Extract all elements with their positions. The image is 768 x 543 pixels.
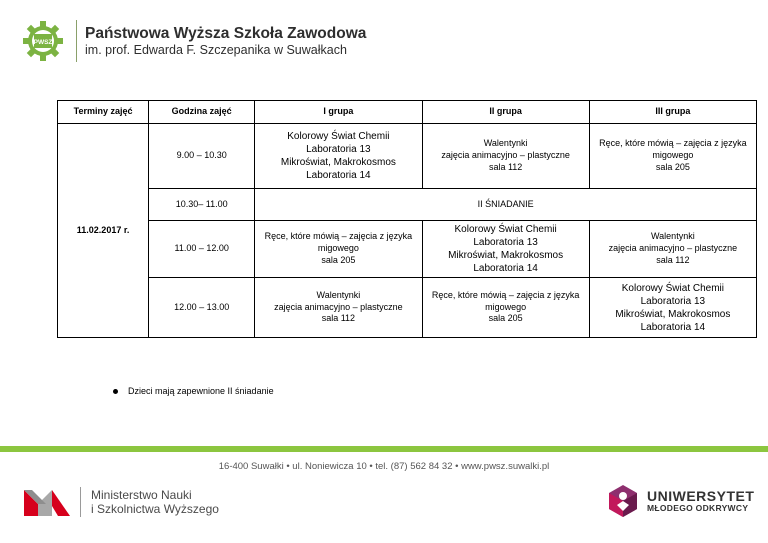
school-subtitle: im. prof. Edwarda F. Szczepanika w Suwałkach [85,42,347,57]
header-grupa-1: I grupa [255,101,422,124]
time-cell: 9.00 – 10.30 [149,124,255,189]
ministry-name: Ministerstwo Nauki i Szkolnictwa Wyższego [91,487,219,516]
header-divider [76,20,77,62]
group-2-cell: Kolorowy Świat Chemii Laboratoria 13 Mikroświat, Makrokosmos Laboratoria 14 [422,221,589,278]
footer-address: 16-400 Suwałki • ul. Noniewicza 10 • tel. (87) 562 84 32 • www.pwsz.suwalki.pl [218,461,550,472]
group-1-cell: Ręce, które mówią – zajęcia z języka migowego sala 205 [255,221,422,278]
time-cell: 11.00 – 12.00 [149,221,255,278]
header-terminy: Terminy zajęć [58,101,149,124]
group-3-cell: Walentynki zajęcia animacyjno – plastyczne sala 112 [589,221,756,278]
group-2-cell: Ręce, które mówią – zajęcia z języka migowego sala 205 [422,278,589,338]
pwsz-logo [22,20,64,62]
header-grupa-2: II grupa [422,101,589,124]
umo-emblem-icon [605,483,641,519]
umo-logo [605,483,754,519]
group-1-cell: Walentynki zajęcia animacyjno – plastyczne sala 112 [255,278,422,338]
bullet-icon [113,389,118,394]
ministry-divider [80,487,81,517]
breakfast-cell: II ŚNIADANIE [255,189,757,221]
table-row [58,189,757,221]
footer-green-bar [0,446,768,452]
table-header-row [58,101,757,124]
ministry-emblem-icon [24,486,72,518]
table-row [58,278,757,338]
table-row [58,221,757,278]
svg-text:PWSZ: PWSZ [33,39,53,46]
gear-logo-icon [22,20,64,62]
note-item [113,386,274,396]
group-2-cell: Walentynki zajęcia animacyjno – plastyczne sala 112 [422,124,589,189]
header-godzina: Godzina zajęć [149,101,255,124]
schedule-table [57,100,757,338]
date-cell: 11.02.2017 r. [58,124,149,338]
header-grupa-3: III grupa [589,101,756,124]
umo-name: UNIWERSYTET MŁODEGO ODKRYWCY [647,488,755,514]
note-text: Dzieci mają zapewnione II śniadanie [128,386,274,396]
group-3-cell: Kolorowy Świat Chemii Laboratoria 13 Mikroświat, Makrokosmos Laboratoria 14 [589,278,756,338]
group-1-cell: Kolorowy Świat Chemii Laboratoria 13 Mikroświat, Makrokosmos Laboratoria 14 [255,124,422,189]
time-cell: 12.00 – 13.00 [149,278,255,338]
table-row [58,124,757,189]
school-title: Państwowa Wyższa Szkoła Zawodowa [85,24,367,42]
school-name [85,25,366,57]
time-cell: 10.30– 11.00 [149,189,255,221]
ministry-logo [24,486,219,518]
page-header [22,18,366,64]
group-3-cell: Ręce, które mówią – zajęcia z języka migowego sala 205 [589,124,756,189]
